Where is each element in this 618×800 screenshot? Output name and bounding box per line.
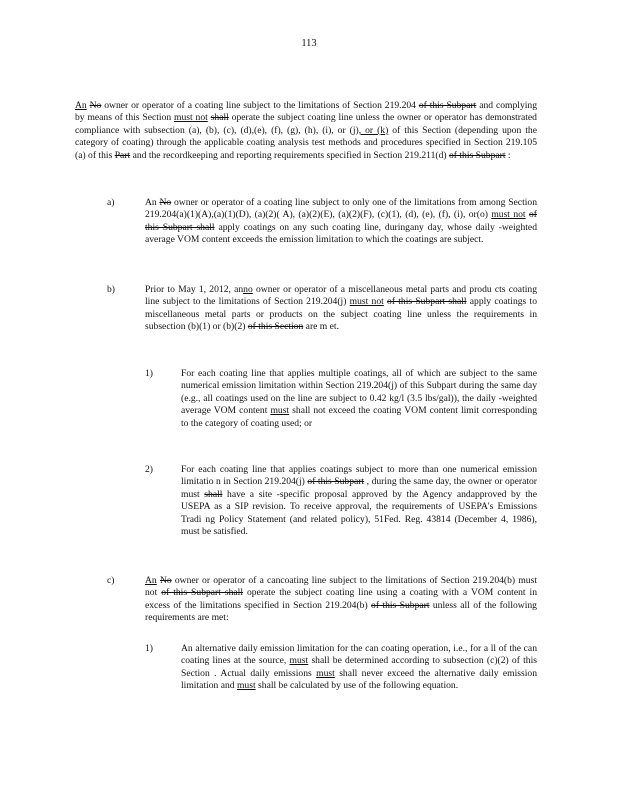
underlined-text: must [270, 405, 290, 417]
text-run: are m et. [303, 321, 339, 333]
struck-text: No [159, 575, 172, 586]
item-a-text [145, 197, 537, 247]
text-run: shall not exceed the coating VOM content limit corresponding to the category of coating used; or [181, 405, 538, 429]
text-run: shall be calculated by use of the following equation. [255, 680, 459, 692]
text-run: For each coating line that applies multiple coatings, all of which are subject to the same numerical emission limitation within Section 219.204(j) of this Subpart during the same day (e.g., all coatings used on the line are subject to 0.42 kg/l (3.5 lbs/gal)), the daily -weighted average VOM content [181, 368, 537, 417]
underlined-text: An [145, 575, 157, 586]
struck-text: of this Subpart [371, 599, 430, 611]
text-run: apply coatings on any such coating line, duringany day, whose daily -weighted average VOM content exceeds the emission limitation to which the coatings are subject. [145, 221, 537, 246]
struck-text: of this Section [247, 321, 304, 333]
item-c-text [145, 575, 537, 625]
text-run: shall never exceed the alternative daily emission limitation and [181, 667, 537, 692]
text-run: , during the same day, the owner or operator must [181, 476, 537, 500]
text-run: owner or operator of a cancoating line subject to the limitations of Section 219.204(b) must not [145, 575, 537, 599]
underlined-text: must [236, 680, 256, 692]
text-run: owner or operator of a miscellaneous metal parts and produ cts coating line subject to the limitations of Section 219.204(j) [145, 284, 537, 308]
item-b1-text [181, 368, 537, 430]
text-run: operate the subject coating line using a coating with a VOM content in excess of the limitations specified in Section 219.204(b) [145, 587, 537, 611]
underlined-text: must not [491, 209, 526, 221]
text-run: Prior to May 1, 2012, an [145, 284, 244, 295]
text-run: An [145, 197, 160, 208]
underlined-text: no [243, 284, 253, 295]
page-number: 113 [301, 38, 317, 49]
item-a-label: a) [107, 197, 115, 208]
struck-text: of this Subpart shall [161, 587, 244, 599]
text-run: An alternative daily emission limitation for the can coating operation, i.e., for a ll of the can coating lines at the source, [181, 643, 537, 667]
struck-text: of this Subpart [418, 100, 477, 111]
underlined-text: must [316, 667, 335, 679]
struck-text: of this Subpart [448, 149, 506, 161]
text-run: owner or operator of a coating line subject to only one of the limitations from among Section 219.204(a)(1)(A),(a)(1)(D), (a)(2)( A), (a)(2)(E), (a)(2)(F), (c)(1), (d), (e), (f), (i), or(o) [145, 197, 537, 221]
text-run: of this Section (depending upon the category of coating) through the applicable coating analysis test methods and procedures specified in Section 219.105 (a) of this [75, 124, 537, 161]
text-run: have a site -specific proposal approved by the Agency andapproved by the USEPA as a SIP revision. To receive approval, the requirements of USEPA's Emissions Tradi ng Policy Statement (and related policy), 51Fed. Reg. 43814 (December 4, 1986), must be satisfied. [181, 488, 537, 538]
text-run: owner or operator of a coating line subject to the limitations of Section 219.204 [101, 100, 419, 111]
underlined-text: , or (k) [358, 124, 389, 136]
underlined-text: An [75, 100, 87, 111]
struck-text: shall [204, 488, 223, 500]
item-b1-label: 1) [145, 368, 153, 379]
intro-paragraph [75, 100, 537, 162]
item-c-label: c) [107, 575, 115, 586]
item-b2-text [181, 464, 537, 538]
underlined-text: must not [174, 112, 208, 124]
item-b-text [145, 284, 537, 334]
struck-text: No [89, 100, 102, 111]
struck-text: of this Subpart shall [145, 209, 537, 233]
struck-text: No [159, 197, 172, 208]
text-run: apply coatings to miscellaneous metal parts or products on the subject coating line unless the requirements in subsection (b)(1) or (b)(2) [145, 296, 537, 333]
text-run: and the recordkeeping and reporting requirements specified in Section 219.211(d) [130, 149, 449, 161]
underlined-text: must [289, 655, 309, 667]
item-b2-label: 2) [145, 464, 153, 475]
underlined-text: must not [349, 296, 384, 308]
text-run: shall be determined according to subsection (c)(2) of this Section . Actual daily emissions [181, 655, 537, 679]
item-c1-text [181, 643, 537, 693]
struck-text: Part [114, 149, 131, 161]
struck-text: shall [210, 112, 229, 124]
item-c1-label: 1) [145, 643, 153, 654]
text-run: unless all of the following requirements are met: [145, 599, 537, 624]
struck-text: of this Subpart shall [387, 296, 467, 308]
text-run: : [505, 149, 511, 161]
text-run: and complying by means of this Section [75, 100, 537, 124]
item-b-label: b) [107, 284, 115, 295]
text-run: operate the subject coating line unless the owner or operator has demonstrated compliance with subsection (a), (b), (c), (d),(e), (f), (g), (h), (i), or (j) [75, 112, 537, 136]
text-run: For each coating line that applies coatings subject to more than one numerical emission limitatio n in Section 219.204(j) [181, 464, 537, 488]
struck-text: of this Subpart [307, 476, 365, 488]
